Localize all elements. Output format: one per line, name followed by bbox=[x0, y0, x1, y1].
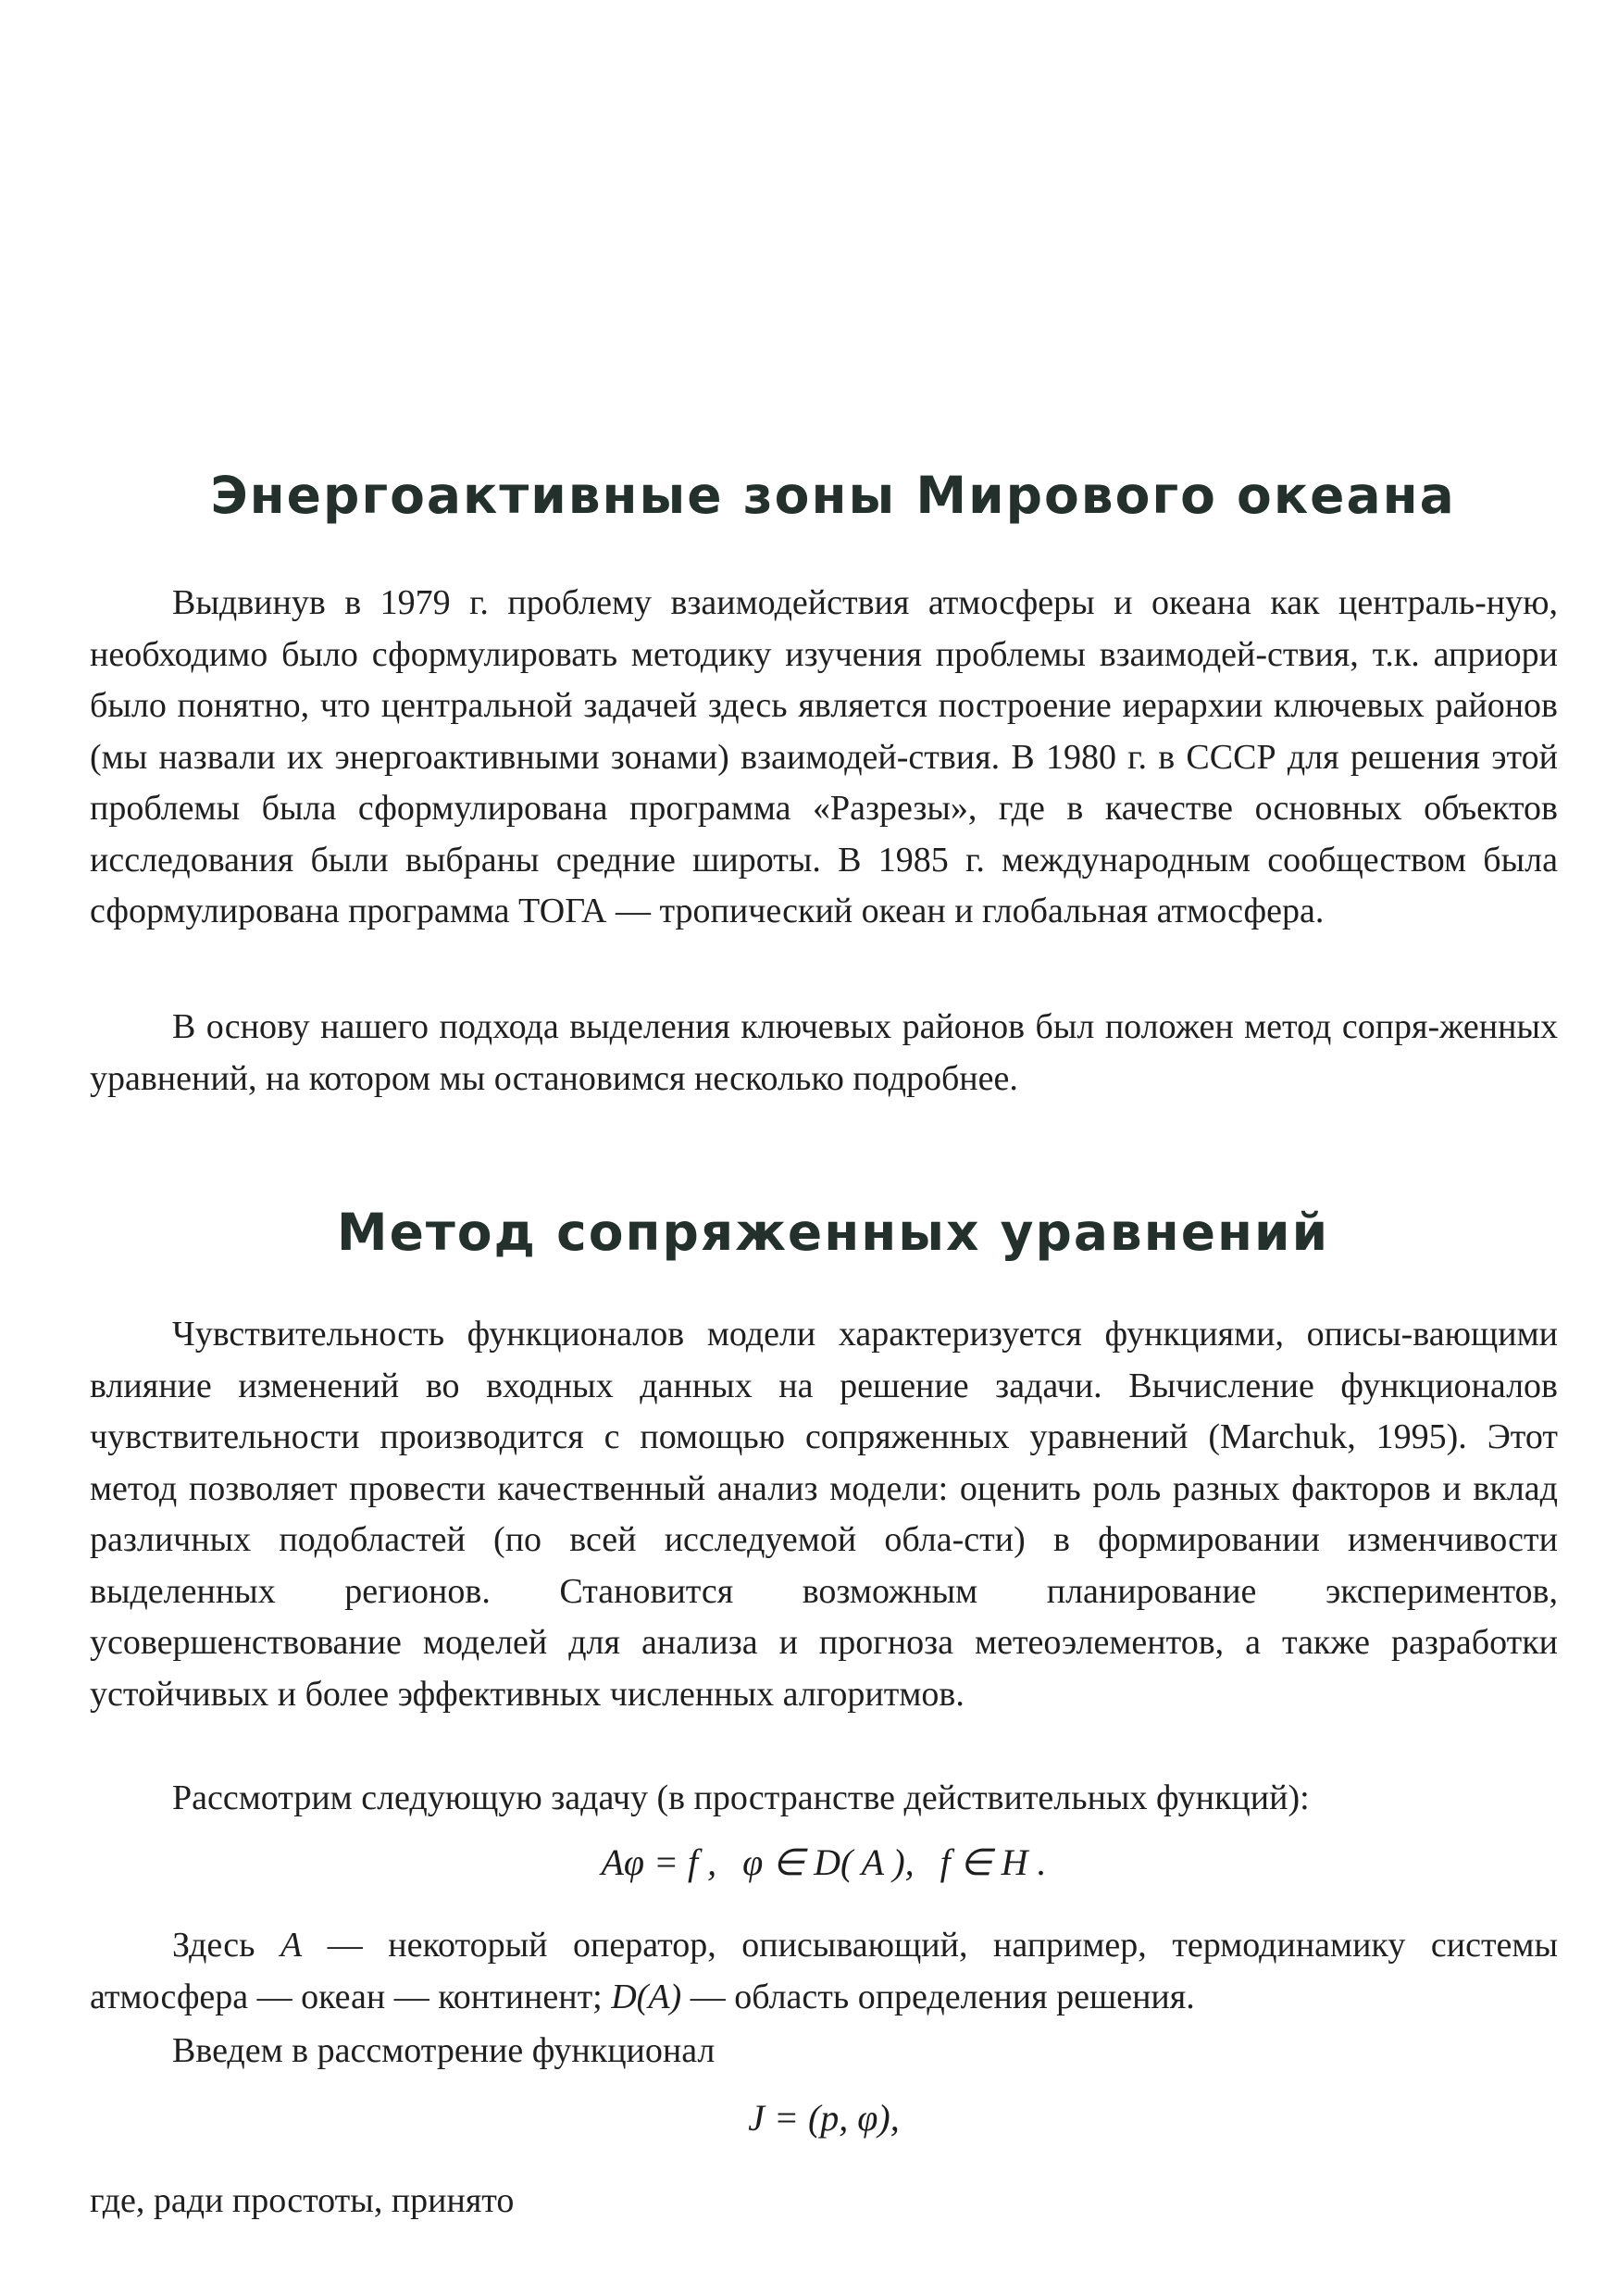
equation-part: f ∈ H . bbox=[940, 1841, 1047, 1883]
equation bbox=[90, 1837, 1558, 1889]
paragraph-text: — область определения решения. bbox=[681, 1977, 1195, 2016]
operator-symbol: A bbox=[280, 1926, 303, 1965]
body-paragraph: Выдвинув в 1979 г. проблему взаимодействия атмосферы и океана как централь-ную, необходимо было сформулировать методику изучения проблемы взаимодей-ствия, т.к. априори было понятно, что центральной задачей здесь является построение иерархии ключевых районов (мы назвали их энергоактивными зонами) взаимодей-ствия. В 1980 г. в СССР для решения этой проблемы была сформулирована программа «Разрезы», где в качестве основных объектов исследования были выбраны средние широты. В 1985 г. международным сообществом была сформулирована программа ТОГА — тропический океан и глобальная атмосфера. bbox=[90, 583, 1558, 930]
body-paragraph: Рассмотрим следующую задачу (в пространстве действительных функций): bbox=[172, 1778, 1310, 1817]
body-paragraph: Чувствительность функционалов модели характеризуется функциями, описы-вающими влияние изменений во входных данных на решение задачи. Вычисление функционалов чувствительности производится с помощью сопряженных уравнений (Marchuk, 1995). Этот метод позволяет провести качественный анализ модели: оценить роль разных факторов и вклад различных подобластей (по всей исследуемой обла-сти) в формировании изменчивости выделенных регионов. Становится возможным планирование экспериментов, усовершенствование моделей для анализа и прогноза метеоэлементов, а также разработки устойчивых и более эффективных численных алгоритмов. bbox=[90, 1315, 1558, 1714]
paragraph-text: Здесь bbox=[172, 1926, 255, 1965]
equation: J = (p, φ), bbox=[748, 2097, 900, 2139]
body-paragraph: где, ради простоты, принято bbox=[90, 2181, 515, 2220]
section-title: Метод сопряженных уравнений bbox=[336, 1203, 1330, 1262]
paragraph-text: — некоторый оператор, описывающий, например, термодинамику системы атмосфера — океан — континент; bbox=[90, 1926, 1559, 2016]
body-paragraph bbox=[90, 1920, 1558, 2023]
equation-part: φ ∈ D( A ), bbox=[742, 1841, 915, 1883]
section-title: Энергоактивные зоны Мирового океана bbox=[210, 466, 1456, 525]
equation-part: Aφ = f , bbox=[601, 1841, 717, 1883]
body-paragraph: Введем в рассмотрение функционал bbox=[172, 2031, 716, 2070]
domain-symbol: D(A) bbox=[611, 1977, 682, 2016]
body-paragraph: В основу нашего подхода выделения ключевых районов был положен метод сопря-женных уравнений, на котором мы остановимся несколько подробнее. bbox=[90, 1007, 1558, 1098]
